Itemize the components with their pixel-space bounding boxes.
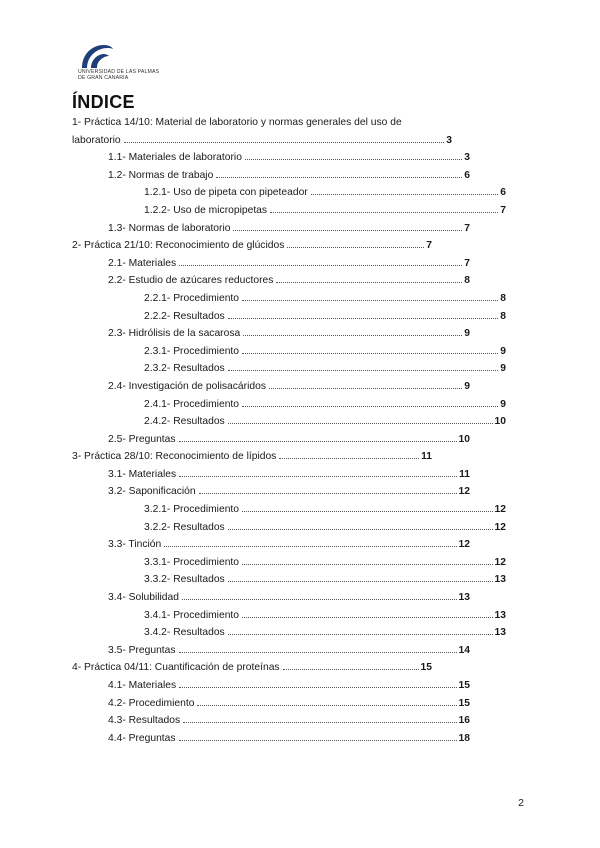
leader-dots xyxy=(179,651,457,653)
toc-entry-page: 12 xyxy=(494,556,506,568)
toc-entry-page: 11 xyxy=(459,468,470,480)
toc-entry-page: 12 xyxy=(458,486,470,498)
logo-line-2: DE GRAN CANARIA xyxy=(78,75,129,81)
toc-entry[interactable] xyxy=(72,325,470,343)
toc-entry-label: 1.2.1- Uso de pipeta con pipeteador xyxy=(144,187,308,199)
toc-entry[interactable] xyxy=(72,290,506,308)
logo-text xyxy=(78,69,159,81)
toc-entry[interactable] xyxy=(72,466,470,484)
toc-entry[interactable] xyxy=(72,677,470,695)
toc-entry-page: 7 xyxy=(426,240,432,252)
toc-entry[interactable] xyxy=(72,624,506,642)
leader-dots xyxy=(179,686,456,688)
toc-entry-page: 9 xyxy=(464,380,470,392)
page-title: ÍNDICE xyxy=(72,92,135,112)
toc-entry-label: 3.3.1- Procedimiento xyxy=(144,556,240,568)
toc-entry-page: 12 xyxy=(458,539,470,551)
leader-dots xyxy=(245,158,462,160)
table-of-contents xyxy=(72,114,506,747)
toc-entry-label: 2.4- Investigación de polisacáridos xyxy=(108,380,266,392)
toc-entry-label: 2.2.2- Resultados xyxy=(144,310,225,322)
toc-entry[interactable] xyxy=(72,202,506,220)
toc-entry-page: 13 xyxy=(494,574,506,586)
logo-emblem-icon xyxy=(78,42,114,70)
leader-dots xyxy=(124,141,445,143)
leader-dots xyxy=(243,334,462,336)
toc-entry-page: 12 xyxy=(494,504,506,516)
toc-entry[interactable] xyxy=(72,730,470,748)
toc-entry-page: 15 xyxy=(420,662,432,674)
leader-dots xyxy=(216,176,462,178)
toc-entry-page: 10 xyxy=(458,433,470,445)
toc-entry-label: 2.3- Hidrólisis de la sacarosa xyxy=(108,328,241,340)
toc-entry-page: 7 xyxy=(464,222,470,234)
toc-entry-label: 1.2- Normas de trabajo xyxy=(108,169,214,181)
toc-entry-page: 8 xyxy=(500,292,506,304)
toc-entry-label: 4.4- Preguntas xyxy=(108,732,176,744)
leader-dots xyxy=(242,616,493,618)
toc-entry-page: 8 xyxy=(500,310,506,322)
leader-dots xyxy=(242,405,498,407)
toc-entry-label: 2.2.1- Procedimiento xyxy=(144,292,240,304)
toc-entry-page: 6 xyxy=(464,169,470,181)
toc-entry-label: 3.4- Solubilidad xyxy=(108,592,179,604)
leader-dots xyxy=(283,668,419,670)
leader-dots xyxy=(228,528,493,530)
leader-dots xyxy=(279,457,419,459)
leader-dots xyxy=(228,633,493,635)
toc-entry-label: 3.3.2- Resultados xyxy=(144,574,225,586)
toc-entry[interactable] xyxy=(72,659,432,677)
toc-entry-label: 4.1- Materiales xyxy=(108,680,177,691)
toc-entry[interactable] xyxy=(72,607,506,625)
toc-entry-page: 13 xyxy=(494,627,506,639)
toc-entry[interactable] xyxy=(72,695,470,713)
toc-entry[interactable] xyxy=(72,167,470,185)
toc-rows xyxy=(72,149,506,747)
toc-entry-label: 3.2.1- Procedimiento xyxy=(144,504,240,516)
toc-entry-page: 9 xyxy=(500,363,506,375)
leader-dots xyxy=(228,369,499,371)
toc-entry-label: 1- Práctica 14/10: Material de laboratorio y normas generales del uso de xyxy=(72,117,402,128)
toc-entry[interactable] xyxy=(72,519,506,537)
toc-entry-label: laboratorio xyxy=(72,134,121,146)
toc-entry-page: 9 xyxy=(464,328,470,340)
leader-dots xyxy=(242,510,493,512)
toc-entry[interactable] xyxy=(72,501,506,519)
toc-entry-label: 2- Práctica 21/10: Reconocimiento de glúcidos xyxy=(72,240,285,252)
leader-dots xyxy=(179,739,457,741)
toc-entry-label: 3.3- Tinción xyxy=(108,539,162,551)
leader-dots xyxy=(270,211,498,213)
page-number: 2 xyxy=(518,797,524,809)
toc-entry-page: 15 xyxy=(458,680,470,691)
toc-entry-page: 18 xyxy=(458,732,470,744)
toc-entry-label: 3.4.1- Procedimiento xyxy=(144,609,240,621)
toc-entry-label: 1.1- Materiales de laboratorio xyxy=(108,152,242,164)
toc-entry-label: 2.4.1- Procedimiento xyxy=(144,398,240,410)
toc-entry-page: 13 xyxy=(458,592,470,604)
toc-entry[interactable] xyxy=(72,571,506,589)
leader-dots xyxy=(233,229,462,231)
toc-entry-page: 9 xyxy=(500,398,506,410)
toc-entry[interactable] xyxy=(72,149,470,167)
toc-entry-page: 6 xyxy=(500,187,506,199)
toc-entry-page: 3 xyxy=(446,134,452,146)
toc-entry-label: 2.2- Estudio de azúcares reductores xyxy=(108,275,274,287)
leader-dots xyxy=(242,299,498,301)
leader-dots xyxy=(228,422,493,424)
toc-entry-label: 1.3- Normas de laboratorio xyxy=(108,222,231,234)
toc-entry[interactable] xyxy=(72,448,432,466)
toc-entry-label: 1.2.2- Uso de micropipetas xyxy=(144,204,268,216)
leader-dots xyxy=(179,440,457,442)
toc-entry-1-line-2[interactable] xyxy=(72,132,452,150)
toc-entry[interactable] xyxy=(72,554,506,572)
toc-entry-label: 2.4.2- Resultados xyxy=(144,416,225,428)
toc-entry[interactable] xyxy=(72,712,470,730)
leader-dots xyxy=(183,721,456,723)
toc-entry-page: 7 xyxy=(464,257,470,269)
toc-entry-label: 4.3- Resultados xyxy=(108,715,181,727)
leader-dots xyxy=(164,545,456,547)
toc-entry-page: 8 xyxy=(464,275,470,287)
toc-entry[interactable] xyxy=(72,360,506,378)
toc-entry-label: 2.3.1- Procedimiento xyxy=(144,345,240,357)
leader-dots xyxy=(269,387,462,389)
toc-entry-page: 12 xyxy=(494,521,506,533)
toc-entry[interactable] xyxy=(72,308,506,326)
toc-entry[interactable] xyxy=(72,483,470,501)
leader-dots xyxy=(287,246,424,248)
leader-dots xyxy=(228,580,493,582)
toc-entry-label: 4- Práctica 04/11: Cuantificación de proteínas xyxy=(72,662,280,674)
leader-dots xyxy=(228,317,499,319)
toc-entry-page: 3 xyxy=(464,152,470,164)
leader-dots xyxy=(182,598,457,600)
toc-entry-label: 3.4.2- Resultados xyxy=(144,627,225,639)
toc-entry[interactable] xyxy=(72,396,506,414)
toc-entry-label: 3.2.2- Resultados xyxy=(144,521,225,533)
leader-dots xyxy=(242,352,498,354)
toc-entry-label: 3.2- Saponificación xyxy=(108,486,196,498)
toc-entry-1-line-1[interactable] xyxy=(72,114,452,132)
toc-entry-label: 2.1- Materiales xyxy=(108,257,177,269)
toc-entry-page: 7 xyxy=(500,204,506,216)
toc-entry-page: 13 xyxy=(494,609,506,621)
toc-entry[interactable] xyxy=(72,642,470,660)
toc-entry-label: 2.5- Preguntas xyxy=(108,433,176,445)
leader-dots xyxy=(311,193,499,195)
toc-entry-page: 9 xyxy=(500,345,506,357)
leader-dots xyxy=(242,563,493,565)
leader-dots xyxy=(179,475,457,477)
toc-entry[interactable] xyxy=(72,237,432,255)
toc-entry-page: 10 xyxy=(494,416,506,428)
toc-entry-page: 15 xyxy=(458,697,470,709)
toc-entry[interactable] xyxy=(72,431,470,449)
toc-entry[interactable] xyxy=(72,589,470,607)
leader-dots xyxy=(199,492,457,494)
university-logo xyxy=(78,42,178,84)
toc-entry[interactable] xyxy=(72,413,506,431)
toc-entry-label: 2.3.2- Resultados xyxy=(144,363,225,375)
toc-entry[interactable] xyxy=(72,184,506,202)
toc-entry[interactable] xyxy=(72,220,470,238)
leader-dots xyxy=(197,704,456,706)
toc-entry-label: 3.1- Materiales xyxy=(108,468,177,480)
toc-entry-page: 11 xyxy=(421,451,432,463)
toc-entry[interactable] xyxy=(72,255,470,273)
leader-dots xyxy=(276,281,462,283)
toc-entry[interactable] xyxy=(72,378,470,396)
toc-entry[interactable] xyxy=(72,536,470,554)
logo-line-1: UNIVERSIDAD DE LAS PALMAS xyxy=(78,69,160,75)
leader-dots xyxy=(179,264,462,266)
toc-entry-page: 14 xyxy=(458,644,470,656)
toc-entry[interactable] xyxy=(72,343,506,361)
toc-entry[interactable] xyxy=(72,272,470,290)
toc-entry-label: 3- Práctica 28/10: Reconocimiento de lípidos xyxy=(72,451,277,463)
toc-entry-label: 3.5- Preguntas xyxy=(108,644,176,656)
toc-entry-label: 4.2- Procedimiento xyxy=(108,697,195,709)
toc-entry-page: 16 xyxy=(458,715,470,727)
